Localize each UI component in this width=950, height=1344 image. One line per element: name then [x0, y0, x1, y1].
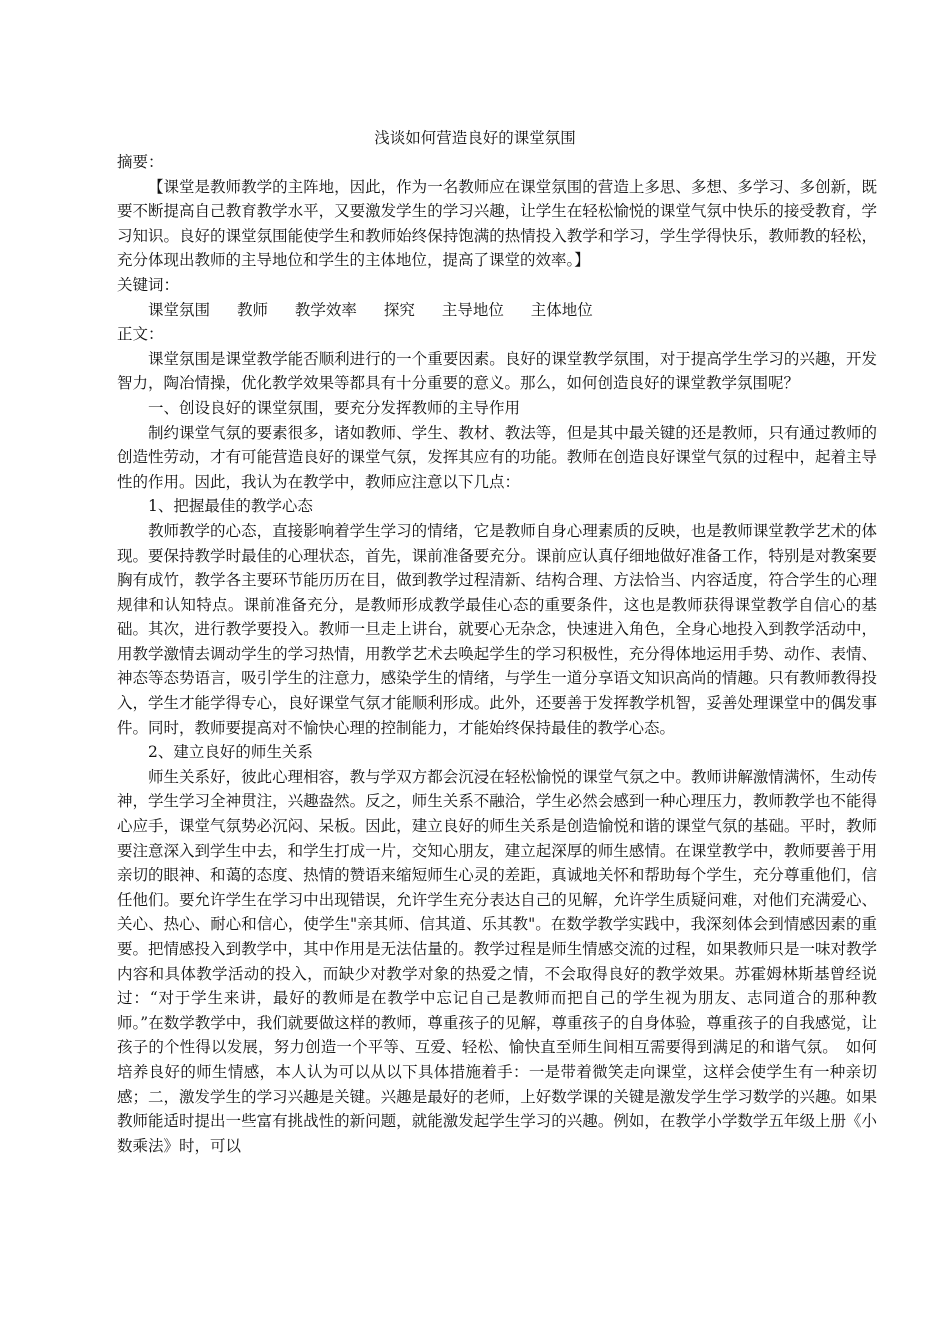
keyword: 主导地位: [441, 300, 504, 319]
keyword: 教学效率: [294, 300, 357, 319]
subsection-heading: 2、建立良好的师生关系: [148, 743, 313, 762]
keyword: 教师: [236, 300, 268, 319]
section-heading: 一、创设良好的课堂氛围，要充分发挥教师的主导作用: [148, 398, 521, 417]
keyword: 课堂氛围: [148, 300, 211, 319]
body-paragraph: 课堂氛围是课堂教学能否顺利进行的一个重要因素。良好的课堂教学氛围，对于提高学生学习的兴趣，开发智力，陶冶情操，优化教学效果等都具有十分重要的意义。那么，如何创造良好的课堂教学氛围呢？: [117, 349, 877, 393]
body-paragraph: 师生关系好，彼此心理相容，教与学双方都会沉浸在轻松愉悦的课堂气氛之中。教师讲解激情满怀，生动传神，学生学习全神贯注，兴趣盎然。反之，师生关系不融洽，学生必然会感到一种心理压力，教师教学也不能得心应手，课堂气氛势必沉闷、呆板。因此，建立良好的师生关系是创造愉悦和谐的课堂气氛的基础。平时，教师要注意深入到学生中去，和学生打成一片，交知心朋友，建立起深厚的师生感情。在课堂教学中，教师要善于用亲切的眼神、和蔼的态度、热情的赞语来缩短师生心灵的差距，真诚地关怀和帮助每个学生，充分尊重他们，信任他们。要允许学生在学习中出现错误，允许学生充分表达自己的见解，允许学生质疑问难，对他们充满爱心、关心、热心、耐心和信心，使学生"亲其师、信其道、乐其教"。在数学教学实践中，我深刻体会到情感因素的重要。把情感投入到教学中，其中作用是无法估量的。教学过程是师生情感交流的过程，如果教师只是一味对教学内容和具体教学活动的投入，而缺少对教学对象的热爱之情，不会取得良好的教学效果。苏霍姆林斯基曾经说过：“对于学生来讲，最好的教师是在教学中忘记自己是教师而把自己的学生视为朋友、志同道合的那种教师。”在数学教学中，我们就要做这样的教师，尊重孩子的见解，尊重孩子的自身体验，尊重孩子的自我感觉，让孩子的个性得以发展，努力创造一个平等、互爱、轻松、愉快直至师生间相互需要得到满足的和谐气氛。 如何培养良好的师生情感，本人认为可以从以下具体措施着手：一是带着微笑走向课堂，这样会使学生有一种亲切感；二，激发学生的学习兴趣是关键。兴趣是最好的老师，上好数学课的关键是激发学生学习数学的兴趣。如果教师能适时提出一些富有挑战性的新问题，就能激发起学生学习的兴趣。例如，在教学小学数学五年级上册《小数乘法》时，可以: [117, 767, 877, 1155]
body-label: 正文：: [117, 325, 164, 344]
keywords-list: [117, 298, 877, 323]
abstract-label: 摘要：: [117, 153, 164, 171]
keyword: 主体地位: [530, 300, 593, 319]
body-paragraph: 教师教学的心态，直接影响着学生学习的情绪，它是教师自身心理素质的反映，也是教师课堂教学艺术的体现。要保持教学时最佳的心理状态，首先，课前准备要充分。课前应认真仔细地做好准备工作，特别是对教案要胸有成竹，教学各主要环节能历历在目，做到教学过程清新、结构合理、方法恰当、内容适度，符合学生的心理规律和认知特点。课前准备充分，是教师形成教学最佳心态的重要条件，这也是教师获得课堂教学自信心的基础。其次，进行教学要投入。教师一旦走上讲台，就要心无杂念，快速进入角色，全身心地投入到教学活动中，用教学激情去调动学生的学习热情，用教学艺术去唤起学生的学习积极性，充分得体地运用手势、动作、表情、神态等态势语言，吸引学生的注意力，感染学生的情绪，与学生一道分享语文知识高尚的情趣。只有教师教得投入，学生才能学得专心，良好课堂气氛才能顺利形成。此外，还要善于发挥教学机智，妥善处理课堂中的偶发事件。同时，教师要提高对不愉快心理的控制能力，才能始终保持最佳的教学心态。: [117, 521, 877, 737]
keyword: 探究: [383, 300, 415, 319]
abstract-text: 【课堂是教师教学的主阵地，因此，作为一名教师应在课堂氛围的营造上多思、多想、多学习、多创新，既要不断提高自己教育教学水平，又要激发学生的学习兴趣，让学生在轻松愉悦的课堂气氛中快乐的接受教育，学习知识。良好的课堂氛围能使学生和教师始终保持饱满的热情投入教学和学习，学生学得快乐，教师教的轻松，充分体现出教师的主导地位和学生的主体地位，提高了课堂的效率。】: [117, 177, 877, 270]
keywords-label: 关键词：: [117, 275, 180, 294]
subsection-heading: 1、把握最佳的教学心态: [148, 497, 313, 516]
body-paragraph: 制约课堂气氛的要素很多，诸如教师、学生、教材、教法等，但是其中最关键的还是教师，只有通过教师的创造性劳动，才有可能营造良好的课堂气氛，发挥其应有的功能。教师在创造良好课堂气氛的过程中，起着主导性的作用。因此，我认为在教学中，教师应注意以下几点：: [117, 423, 877, 491]
document-content: [117, 150, 877, 1158]
document-title: 浅谈如何营造良好的课堂氛围: [374, 129, 576, 147]
